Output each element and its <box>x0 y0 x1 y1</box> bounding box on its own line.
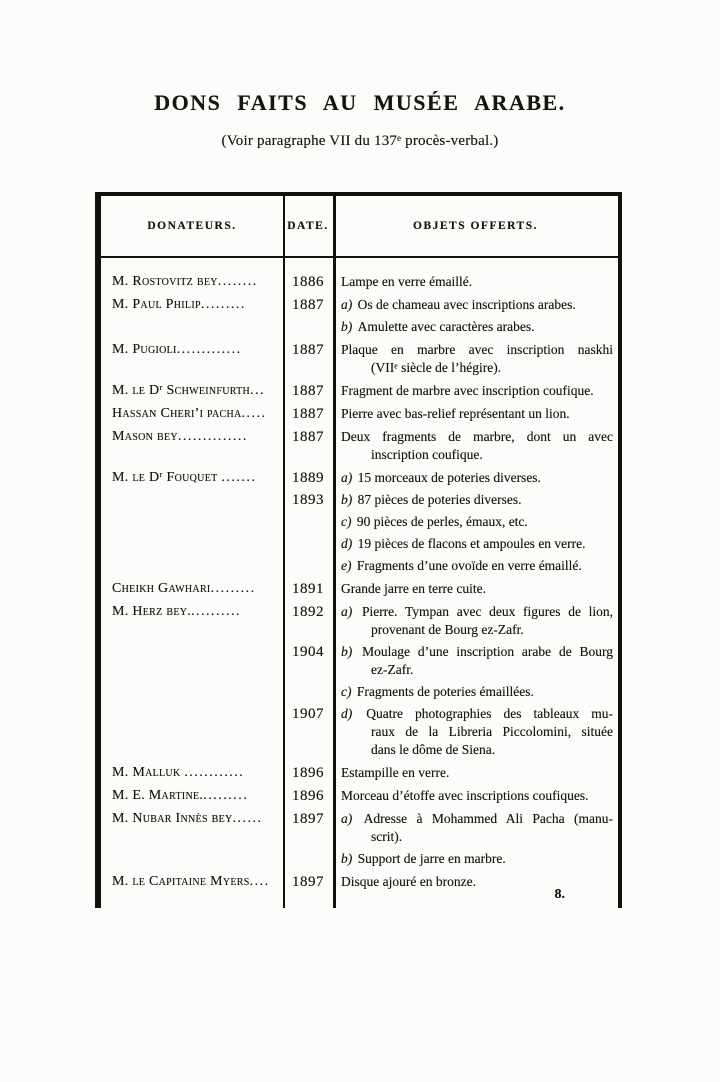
object-offered: Estampille en verre. <box>341 765 450 780</box>
object-offered: b) 87 pièces de poteries diverses. <box>341 492 522 507</box>
page-subtitle: (Voir paragraphe VII du 137ᵉ procès-verbal.) <box>221 133 499 149</box>
object-offered: d) Quatre photographies des tableaux mu- raux de la Libreria Piccolomini, située dans le dôme de Siena. <box>341 706 613 757</box>
item-letter-label: d) <box>341 706 353 721</box>
date-value: 1892 <box>292 604 324 620</box>
date-value: 1887 <box>292 429 324 445</box>
date-value: 1907 <box>292 706 324 722</box>
date-value: 1889 <box>292 470 324 486</box>
donor-name: M. Pugioli............. <box>112 342 242 357</box>
date-value: 1887 <box>292 342 324 358</box>
page-title: DONS FAITS AU MUSÉE ARABE. <box>154 90 566 115</box>
donations-table <box>95 192 622 908</box>
table-row <box>101 273 618 291</box>
date-value: 1896 <box>292 765 324 781</box>
dot-leader: .... <box>249 874 270 889</box>
object-offered: Lampe en verre émaillé. <box>341 274 473 289</box>
date-value: 1897 <box>292 874 324 890</box>
date-value: 1896 <box>292 788 324 804</box>
donor-name: Cheikh Gawhari......... <box>112 581 256 596</box>
date-value: 1887 <box>292 406 324 422</box>
table-row <box>101 405 618 423</box>
item-letter-label: b) <box>341 319 353 334</box>
dot-leader: ........ <box>217 274 258 289</box>
object-offered: Plaque en marbre avec inscription naskhi (VIIᵉ siècle de l’hégire). <box>341 342 613 375</box>
date-value: 1886 <box>292 274 324 290</box>
item-letter-label: e) <box>341 558 352 573</box>
item-letter-label: a) <box>341 811 353 826</box>
table-header-row <box>101 196 618 258</box>
dot-leader: ......... <box>203 788 249 803</box>
item-letter-label: c) <box>341 514 352 529</box>
date-value: 1887 <box>292 383 324 399</box>
object-offered: c) 90 pièces de perles, émaux, etc. <box>341 514 528 529</box>
dot-leader: ...... <box>232 811 263 826</box>
dot-leader: ......... <box>210 581 256 596</box>
donor-name: M. Paul Philip......... <box>112 297 246 312</box>
table-row <box>101 469 618 575</box>
table-row <box>101 341 618 377</box>
donor-name: M. Herz bey........... <box>112 604 242 619</box>
column-rule-donateurs-date <box>283 196 285 908</box>
object-offered: a) Os de chameau avec inscriptions arabes. <box>341 297 576 312</box>
object-offered: c) Fragments de poteries émaillées. <box>341 684 534 699</box>
donor-name: M. Rostovitz bey........ <box>112 274 258 289</box>
signature-mark: 8. <box>554 887 565 902</box>
table-row <box>101 810 618 868</box>
item-letter-label: b) <box>341 492 353 507</box>
object-offered: Grande jarre en terre cuite. <box>341 581 487 596</box>
dot-leader: ..... <box>241 406 267 421</box>
item-letter-label: c) <box>341 684 352 699</box>
donor-name: M. E. Martine.......... <box>112 788 249 803</box>
donor-name: M. le Capitaine Myers.... <box>112 874 270 889</box>
item-letter-label: b) <box>341 644 353 659</box>
object-offered: Disque ajouré en bronze. <box>341 874 476 889</box>
donor-name: Hassan Cheri’i pacha..... <box>112 406 267 421</box>
date-value: 1897 <box>292 811 324 827</box>
column-header-donateurs: DONATEURS. <box>147 220 237 232</box>
date-value: 1891 <box>292 581 324 597</box>
object-offered: Pierre avec bas-relief représentant un lion. <box>341 406 570 421</box>
table-row <box>101 873 618 891</box>
table-row <box>101 764 618 782</box>
object-offered: a) Pierre. Tympan avec deux figures de lion, provenant de Bourg ez-Zafr. <box>341 604 613 637</box>
column-rule-date-objets <box>333 196 336 908</box>
date-value: 1887 <box>292 297 324 313</box>
item-letter-label: a) <box>341 604 353 619</box>
table-body <box>101 258 618 891</box>
item-letter-label: b) <box>341 851 353 866</box>
dot-leader: ............ <box>184 765 245 780</box>
donor-name: M. le Dʳ Schweinfurth... <box>112 383 266 398</box>
object-offered: a) 15 morceaux de poteries diverses. <box>341 470 541 485</box>
object-offered: d) 19 pièces de flacons et ampoules en verre. <box>341 536 586 551</box>
dot-leader: .............. <box>177 429 248 444</box>
object-offered: e) Fragments d’une ovoïde en verre émaillé. <box>341 558 582 573</box>
item-letter-label: d) <box>341 536 353 551</box>
table-row <box>101 580 618 598</box>
donor-name: M. le Dʳ Fouquet ....... <box>112 470 257 485</box>
object-offered: b) Amulette avec caractères arabes. <box>341 319 535 334</box>
item-letter-label: a) <box>341 297 353 312</box>
item-letter-label: a) <box>341 470 353 485</box>
dot-leader: ............. <box>176 342 242 357</box>
date-value: 1893 <box>292 492 324 508</box>
object-offered: b) Support de jarre en marbre. <box>341 851 506 866</box>
dot-leader: ... <box>250 383 266 398</box>
table-row <box>101 382 618 400</box>
table-row <box>101 428 618 464</box>
donor-name: M. Malluk ............ <box>112 765 245 780</box>
donor-name: Mason bey.............. <box>112 429 248 444</box>
dot-leader: ......... <box>200 297 246 312</box>
date-value: 1904 <box>292 644 324 660</box>
table-row <box>101 296 618 336</box>
object-offered: b) Moulage d’une inscription arabe de Bourg ez-Zafr. <box>341 644 613 677</box>
object-offered: a) Adresse à Mohammed Ali Pacha (manu- scrit). <box>341 811 613 844</box>
object-offered: Morceau d’étoffe avec inscriptions coufiques. <box>341 788 589 803</box>
table-row <box>101 787 618 805</box>
dot-leader: .......... <box>191 604 242 619</box>
column-header-objets-offerts: OBJETS OFFERTS. <box>413 220 538 232</box>
column-header-date: DATE. <box>287 220 329 232</box>
donor-name: M. Nubar Innès bey...... <box>112 811 263 826</box>
table-row <box>101 603 618 759</box>
object-offered: Deux fragments de marbre, dont un avec inscription coufique. <box>341 429 613 462</box>
dot-leader: ....... <box>221 470 257 485</box>
object-offered: Fragment de marbre avec inscription coufique. <box>341 383 594 398</box>
